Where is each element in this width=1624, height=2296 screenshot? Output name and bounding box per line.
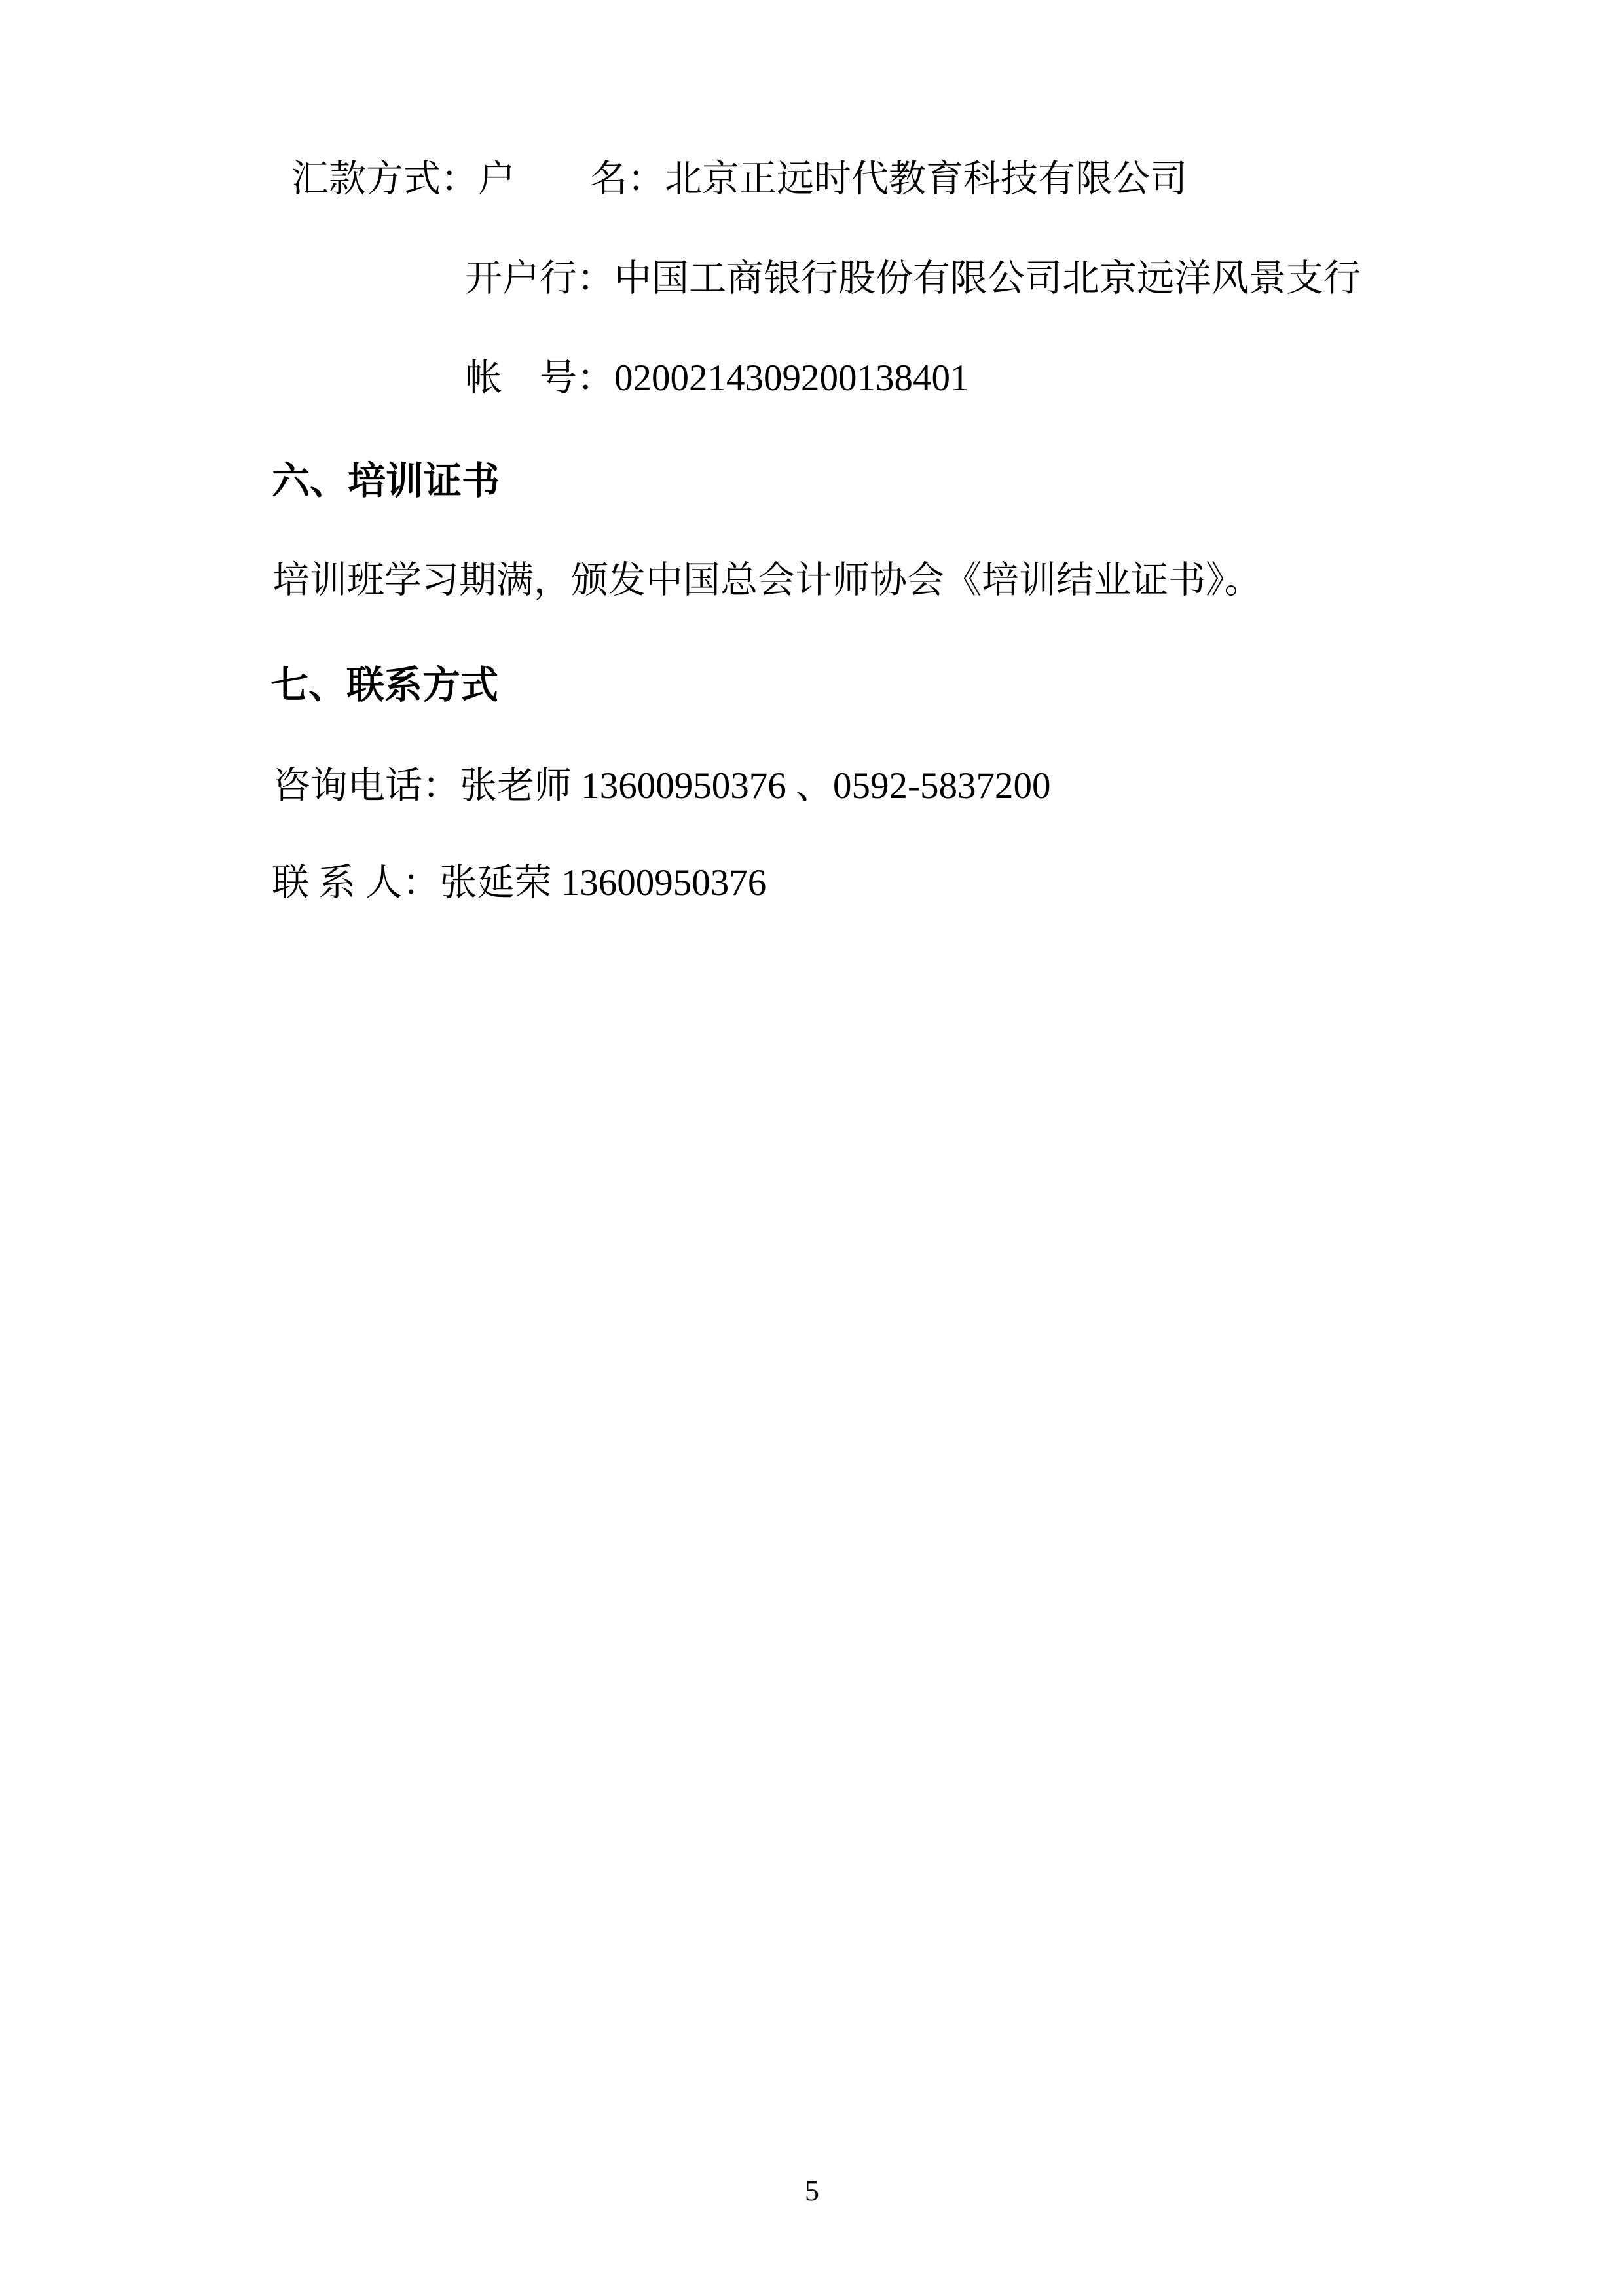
page-number: 5	[805, 2175, 819, 2207]
certificate-body-text: 培训班学习期满，颁发中国总会计师协会《培训结业证书》。	[272, 560, 1262, 601]
remittance-account-number-line: 帐 号：0200214309200138401	[465, 357, 969, 399]
remittance-method-line: 汇款方式：户 名：北京正远时代教育科技有限公司	[291, 158, 1187, 200]
contact-person-line: 联 系 人：张延荣 13600950376	[272, 862, 767, 903]
section-seven-heading: 七、联系方式	[270, 664, 499, 706]
section-six-heading: 六、培训证书	[272, 460, 500, 502]
remittance-bank-line: 开户行：中国工商银行股份有限公司北京远洋风景支行	[465, 258, 1361, 299]
consult-phone-line: 咨询电话：张老师 13600950376 、0592-5837200	[273, 765, 1051, 807]
